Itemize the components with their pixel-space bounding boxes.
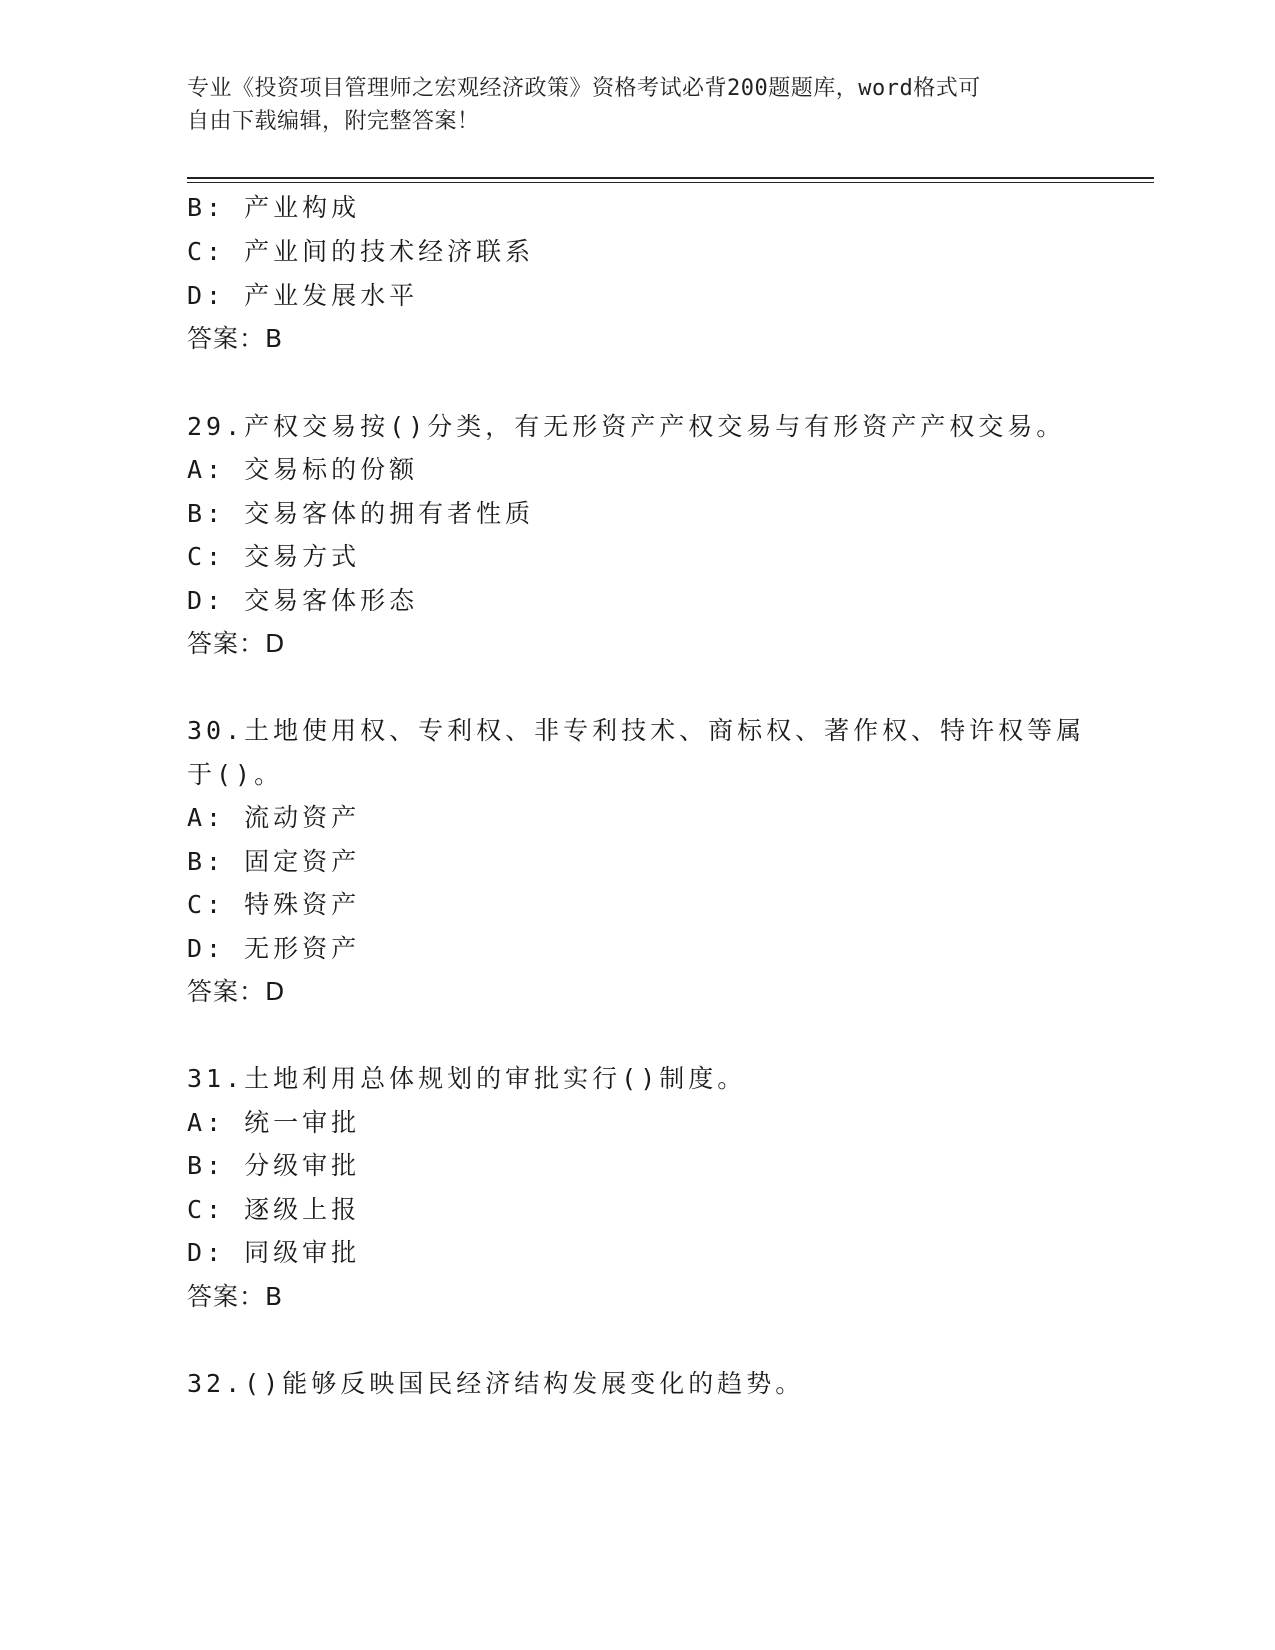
document-header [187, 72, 1087, 138]
option-a: A: 统一审批 [187, 1108, 361, 1137]
header-divider-thin [187, 182, 1154, 183]
question-stem: 30.土地使用权、专利权、非专利技术、商标权、著作权、特许权等属 [187, 716, 1086, 745]
option-c: C: 特殊资产 [187, 890, 361, 919]
answer-line: 答案：D [187, 977, 286, 1006]
option-c: C: 产业间的技术经济联系 [187, 237, 535, 266]
header-divider-thick [187, 177, 1154, 179]
option-d: D: 无形资产 [187, 934, 361, 963]
option-d: D: 交易客体形态 [187, 586, 419, 615]
option-d: D: 同级审批 [187, 1238, 361, 1267]
option-b: B: 交易客体的拥有者性质 [187, 499, 535, 528]
answer-line: 答案：D [187, 629, 286, 658]
option-a: A: 交易标的份额 [187, 455, 419, 484]
question-stem-continued: 于()。 [187, 760, 284, 789]
option-b: B: 分级审批 [187, 1151, 361, 1180]
question-stem: 31.土地利用总体规划的审批实行()制度。 [187, 1064, 747, 1093]
option-c: C: 逐级上报 [187, 1195, 361, 1224]
option-c: C: 交易方式 [187, 542, 361, 571]
question-stem: 29.产权交易按()分类，有无形资产产权交易与有形资产产权交易。 [187, 412, 1066, 441]
header-line-1: 专业《投资项目管理师之宏观经济政策》资格考试必背200题题库，word格式可 [187, 76, 981, 101]
header-line-2: 自由下载编辑，附完整答案！ [187, 109, 480, 134]
option-d: D: 产业发展水平 [187, 281, 419, 310]
answer-line: 答案：B [187, 324, 284, 353]
option-b: B: 产业构成 [187, 193, 361, 222]
option-a: A: 流动资产 [187, 803, 361, 832]
question-stem: 32.()能够反映国民经济结构发展变化的趋势。 [187, 1369, 805, 1398]
option-b: B: 固定资产 [187, 847, 361, 876]
answer-line: 答案：B [187, 1282, 284, 1311]
